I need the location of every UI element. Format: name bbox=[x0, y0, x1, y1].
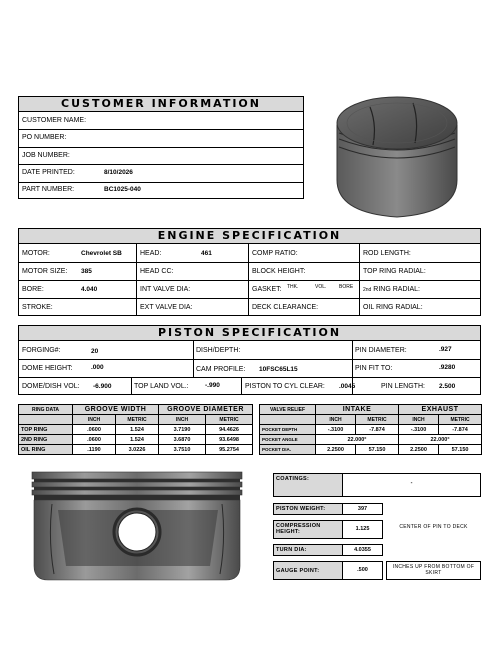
turn-dia-label: TURN DIA: bbox=[273, 544, 343, 556]
second-ring-radial-label bbox=[363, 286, 420, 293]
piston-weight-value: 397 bbox=[342, 503, 383, 515]
compression-height-note: CENTER OF PIN TO DECK bbox=[399, 524, 468, 530]
pin-fit-value: .9280 bbox=[439, 364, 456, 371]
piston-spec-header: PISTON SPECIFICATION bbox=[18, 325, 481, 341]
pd-intake-inch: -.3100 bbox=[316, 425, 356, 435]
date-printed-label: DATE PRINTED: bbox=[22, 169, 75, 176]
dia-intake-inch: 2.2500 bbox=[316, 445, 356, 455]
groove-width-header: GROOVE WIDTH bbox=[73, 405, 159, 415]
rod-length-label: ROD LENGTH: bbox=[363, 250, 411, 257]
coatings-value: - bbox=[342, 473, 481, 497]
motor-size-value: 385 bbox=[81, 268, 92, 275]
forging-value: 20 bbox=[91, 348, 99, 355]
int-valve-dia-label: INT VALVE DIA: bbox=[140, 286, 191, 293]
gw-metric-cell: 3.0226 bbox=[116, 445, 159, 455]
customer-name-label: CUSTOMER NAME: bbox=[22, 117, 87, 124]
part-number-label: PART NUMBER: bbox=[22, 186, 75, 193]
gw-metric-header: METRIC bbox=[116, 415, 159, 425]
dia-exhaust-inch: 2.2500 bbox=[399, 445, 439, 455]
motor-label: MOTOR: bbox=[22, 250, 50, 257]
angle-intake: 22.000° bbox=[316, 435, 399, 445]
exhaust-metric-header: METRIC bbox=[439, 415, 482, 425]
motor-value: Chevrolet SB bbox=[81, 250, 122, 257]
gd-metric-cell: 94.4626 bbox=[206, 425, 253, 435]
piston-cyl-clear-value: .0045 bbox=[339, 383, 356, 390]
engine-spec-panel bbox=[18, 243, 481, 316]
dome-dish-vol-value: -6.900 bbox=[93, 383, 112, 390]
gasket-thk-label: THK. bbox=[287, 284, 299, 290]
table-row bbox=[260, 425, 482, 435]
table-row bbox=[19, 425, 253, 435]
exhaust-inch-header: INCH bbox=[399, 415, 439, 425]
customer-info-header: CUSTOMER INFORMATION bbox=[18, 96, 304, 112]
dia-exhaust-metric: 57.150 bbox=[439, 445, 482, 455]
intake-inch-header: INCH bbox=[316, 415, 356, 425]
bore-value: 4.040 bbox=[81, 286, 98, 293]
ring-data-header: RING DATA bbox=[19, 405, 73, 415]
head-cc-label: HEAD CC: bbox=[140, 268, 174, 275]
piston-cyl-clear-label: PISTON TO CYL CLEAR: bbox=[245, 383, 325, 390]
gauge-point-value: .500 bbox=[342, 561, 383, 580]
gasket-label: GASKET: bbox=[252, 286, 282, 293]
turn-dia-value: 4.0355 bbox=[342, 544, 383, 556]
engine-spec-header: ENGINE SPECIFICATION bbox=[18, 228, 481, 244]
cam-profile-value: 10FSC65L15 bbox=[259, 366, 298, 373]
pocket-dia-label: POCKET DIA. bbox=[260, 445, 316, 455]
comp-ratio-label: COMP RATIO: bbox=[252, 250, 298, 257]
pd-intake-metric: -7.874 bbox=[356, 425, 399, 435]
gasket-vol-label: VOL. bbox=[315, 284, 327, 290]
coatings-label: COATINGS: bbox=[273, 473, 343, 497]
gd-metric-cell: 95.2754 bbox=[206, 445, 253, 455]
gauge-point-note: INCHES UP FROM BOTTOM OF SKIRT bbox=[386, 561, 481, 580]
pd-exhaust-metric: -7.874 bbox=[439, 425, 482, 435]
block-height-label: BLOCK HEIGHT: bbox=[252, 268, 306, 275]
pocket-angle-label: POCKET ANGLE bbox=[260, 435, 316, 445]
head-label: HEAD: bbox=[140, 250, 162, 257]
table-row bbox=[260, 435, 482, 445]
gd-inch-header: INCH bbox=[159, 415, 206, 425]
exhaust-header: EXHAUST bbox=[399, 405, 482, 415]
table-row bbox=[19, 445, 253, 455]
valve-blank-cell bbox=[260, 415, 316, 425]
dome-height-value: .000 bbox=[91, 364, 104, 371]
part-number-value: BC1025-040 bbox=[104, 186, 141, 193]
gw-inch-header: INCH bbox=[73, 415, 116, 425]
top-land-vol-label: TOP LAND VOL.: bbox=[134, 383, 189, 390]
date-printed-value: 8/10/2026 bbox=[104, 169, 133, 176]
gw-inch-cell: .0600 bbox=[73, 425, 116, 435]
gd-inch-cell: 3.7190 bbox=[159, 425, 206, 435]
gw-metric-cell: 1.524 bbox=[116, 425, 159, 435]
gw-metric-cell: 1.524 bbox=[116, 435, 159, 445]
top-ring-radial-label: TOP RING RADIAL: bbox=[363, 268, 426, 275]
pocket-depth-label: POCKET DEPTH bbox=[260, 425, 316, 435]
pin-diameter-label: PIN DIAMETER: bbox=[355, 347, 407, 354]
motor-size-label: MOTOR SIZE: bbox=[22, 268, 68, 275]
pin-fit-label: PIN FIT TO: bbox=[355, 365, 393, 372]
dish-depth-label: DISH/DEPTH: bbox=[196, 347, 241, 354]
gauge-point-label: GAUGE POINT: bbox=[273, 561, 343, 580]
compression-height-label: COMPRESSION HEIGHT: bbox=[273, 520, 343, 539]
ring-row-label: 2ND RING bbox=[19, 435, 73, 445]
second-ring-text: RING RADIAL: bbox=[373, 286, 420, 293]
piston-spec-panel bbox=[18, 340, 481, 395]
job-number-label: JOB NUMBER: bbox=[22, 152, 70, 159]
angle-exhaust: 22.000° bbox=[399, 435, 482, 445]
dome-dish-vol-label: DOME/DISH VOL: bbox=[22, 383, 80, 390]
ring-blank-cell bbox=[19, 415, 73, 425]
pin-length-label: PIN LENGTH: bbox=[381, 383, 425, 390]
ring-row-label: TOP RING bbox=[19, 425, 73, 435]
compression-height-value: 1.125 bbox=[342, 520, 383, 539]
oil-ring-radial-label: OIL RING RADIAL: bbox=[363, 304, 423, 311]
gd-inch-cell: 3.7510 bbox=[159, 445, 206, 455]
pin-length-value: 2.500 bbox=[439, 383, 456, 390]
valve-relief-header: VALVE RELIEF bbox=[260, 405, 316, 415]
ring-data-table bbox=[18, 404, 253, 455]
table-row bbox=[19, 435, 253, 445]
dia-intake-metric: 57.150 bbox=[356, 445, 399, 455]
intake-header: INTAKE bbox=[316, 405, 399, 415]
forging-label: FORGING#: bbox=[22, 347, 61, 354]
second-ring-prefix: 2nd bbox=[363, 287, 372, 293]
piston-side-view-image bbox=[28, 470, 246, 585]
gw-inch-cell: .0600 bbox=[73, 435, 116, 445]
pd-exhaust-inch: -.3100 bbox=[399, 425, 439, 435]
gw-inch-cell: .1190 bbox=[73, 445, 116, 455]
head-value: 461 bbox=[201, 250, 212, 257]
deck-clearance-label: DECK CLEARANCE: bbox=[252, 304, 319, 311]
customer-info-panel bbox=[18, 111, 304, 199]
piston-3d-image bbox=[315, 85, 470, 225]
pin-diameter-value: .927 bbox=[439, 346, 452, 353]
ext-valve-dia-label: EXT VALVE DIA: bbox=[140, 304, 193, 311]
bore-label: BORE: bbox=[22, 286, 44, 293]
top-land-vol-value: -.990 bbox=[205, 382, 220, 389]
gd-metric-header: METRIC bbox=[206, 415, 253, 425]
table-row bbox=[260, 445, 482, 455]
piston-weight-label: PISTON WEIGHT: bbox=[273, 503, 343, 515]
cam-profile-label: CAM PROFILE: bbox=[196, 366, 246, 373]
intake-metric-header: METRIC bbox=[356, 415, 399, 425]
dome-height-label: DOME HEIGHT: bbox=[22, 365, 73, 372]
ring-row-label: OIL RING bbox=[19, 445, 73, 455]
groove-diameter-header: GROOVE DIAMETER bbox=[159, 405, 253, 415]
gd-metric-cell: 93.6498 bbox=[206, 435, 253, 445]
po-number-label: PO NUMBER: bbox=[22, 134, 67, 141]
gd-inch-cell: 3.6870 bbox=[159, 435, 206, 445]
stroke-label: STROKE: bbox=[22, 304, 53, 311]
valve-relief-table bbox=[259, 404, 482, 455]
gasket-bore-label: BORE bbox=[339, 284, 354, 290]
